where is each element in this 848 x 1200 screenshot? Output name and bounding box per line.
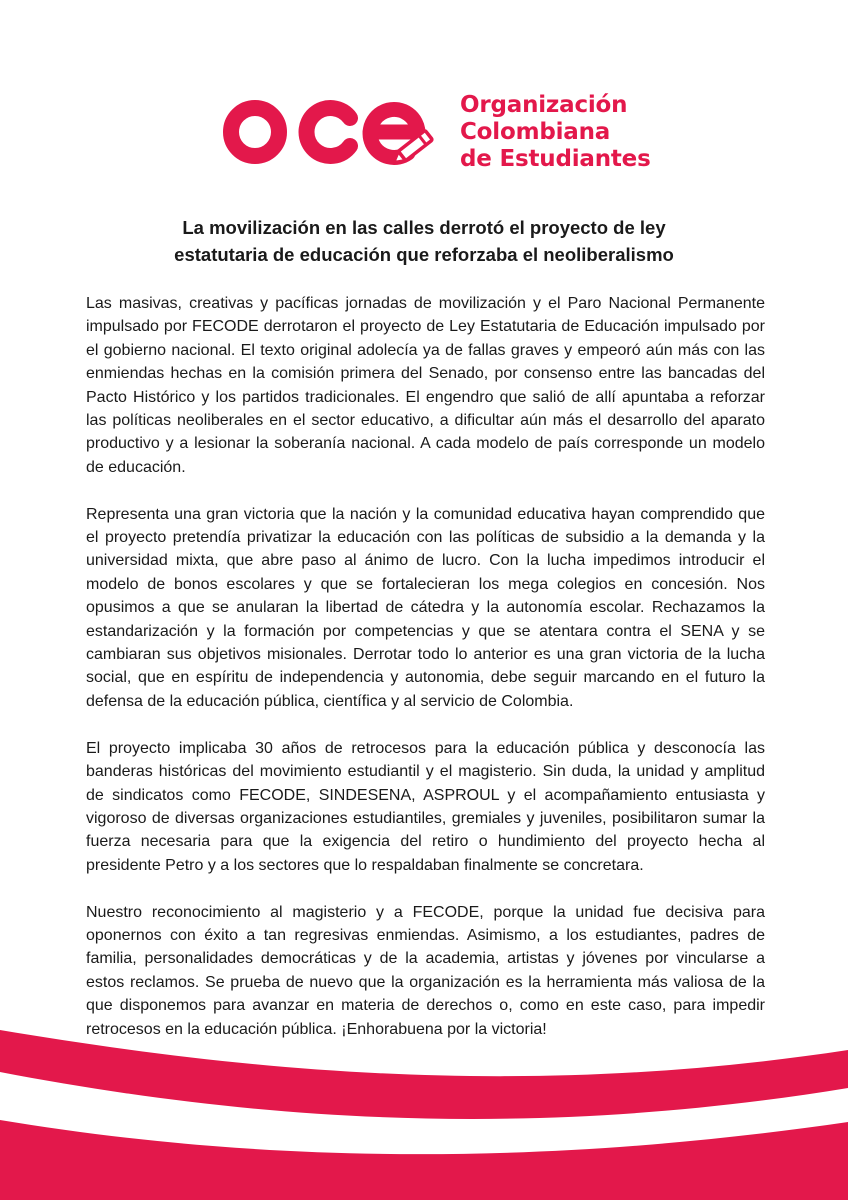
oce-logo-mark bbox=[222, 86, 454, 178]
paragraph-4: Nuestro reconocimiento al magisterio y a FECODE, porque la unidad fue decisiva para oponernos con éxito a tan regresivas enmiendas. Asimismo, a los estudiantes, padres de familia, personalidades democráticas y de la academia, artistas y jóvenes por vincularse a estos reclamos. Se prueba de nuevo que la organización es la herramienta más valiosa de la que disponemos para avanzar en materia de derechos o, como en este caso, para impedir retrocesos en la educación pública. ¡Enhorabuena por la victoria! bbox=[86, 903, 765, 1038]
organization-name-line-2: Colombiana bbox=[460, 119, 611, 145]
document-title bbox=[90, 214, 758, 268]
paragraph-1: Las masivas, creativas y pacíficas jornadas de movilización y el Paro Nacional Permanente impulsado por FECODE derrotaron el proyecto de Ley Estatutaria de Educación impulsado por el gobierno nacional. El texto original adolecía ya de fallas graves y empeoró aún más con las enmiendas hechas en la comisión primera del Senado, por consenso entre las bancadas del Pacto Histórico y los partidos tradicionales. El engendro que salió de allí apuntaba a reforzar las políticas neoliberales en el sector educativo, a dificultar aún más el desarrollo del aparato productivo y a lesionar la soberanía nacional. A cada modelo de país corresponde un modelo de educación. bbox=[86, 295, 765, 476]
paragraph-2: Representa una gran victoria que la nación y la comunidad educativa hayan comprendido que el proyecto pretendía privatizar la educación con las políticas de subsidio a la demanda y la universidad mixta, que abre paso al ánimo de lucro. Con la lucha impedimos introducir el modelo de bonos escolares y que se fortalecieran los mega colegios en concesión. Nos opusimos a que se anularan la libertad de cátedra y la autonomía escolar. Rechazamos la estandarización y la formación por competencias y que se atentara contra el SENA y se cambiaran sus objetivos misionales. Derrotar todo lo anterior es una gran victoria de la lucha social, que en espíritu de independencia y autonomia, debe seguir marcando en el futuro la defensa de la educación pública, científica y al servicio de Colombia. bbox=[86, 505, 765, 710]
paragraph-3: El proyecto implicaba 30 años de retrocesos para la educación pública y desconocía las banderas históricas del movimiento estudiantil y el magisterio. Sin duda, la unidad y amplitud de sindicatos como FECODE, SINDESENA, ASPROUL y el acompañamiento entusiasta y vigoroso de diversas organizaciones estudiantiles, gremiales y juveniles, posibilitaron sumar la fuerza necesaria para que la exigencia del retiro o hundimiento del proyecto hecha al presidente Petro y a los sectores que lo respaldaban finalmente se concretara. bbox=[86, 739, 765, 874]
document-body bbox=[86, 292, 765, 1064]
organization-name-line-3: de Estudiantes bbox=[460, 146, 651, 172]
organization-name bbox=[460, 92, 651, 173]
title-line-2: estatutaria de educación que reforzaba el neoliberalismo bbox=[174, 244, 674, 265]
oce-logo bbox=[222, 86, 651, 186]
footer-wave-decoration bbox=[0, 1010, 848, 1200]
title-line-1: La movilización en las calles derrotó el proyecto de ley bbox=[182, 217, 666, 238]
organization-name-line-1: Organización bbox=[460, 92, 628, 118]
